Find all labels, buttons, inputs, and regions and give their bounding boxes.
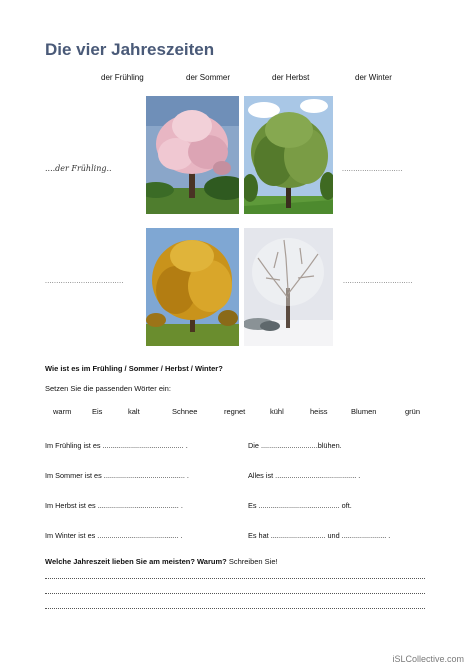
word-bank-item: Eis xyxy=(92,407,103,416)
word-bank-item: grün xyxy=(405,407,421,416)
writing-line xyxy=(45,578,425,579)
sentence-spring-extra: Die ............................blühen. xyxy=(248,441,342,450)
photo-label-top-left: ....der Frühling.. xyxy=(45,164,112,173)
sentence-autumn-extra: Es ........................................ oft. xyxy=(248,501,352,510)
word-bank-item: kalt xyxy=(128,407,140,416)
word-bank-item: kühl xyxy=(270,407,284,416)
sentence-spring: Im Frühling ist es ........................................ . xyxy=(45,441,188,450)
sentence-winter: Im Winter ist es ........................................ . xyxy=(45,531,183,540)
word-bank-item: Blumen xyxy=(351,407,377,416)
sentence-summer: Im Sommer ist es ........................................ . xyxy=(45,471,189,480)
photo-label-bottom-right: ............................... xyxy=(343,278,413,285)
sentence-summer-extra: Alles ist ........................................ . xyxy=(248,471,361,480)
final-question-bold: Welche Jahreszeit lieben Sie am meisten? Warum? xyxy=(45,557,227,566)
question-heading: Wie ist es im Frühling / Sommer / Herbst / Winter? xyxy=(45,364,223,373)
site-watermark: iSLCollective.com xyxy=(392,654,464,664)
season-label-winter: der Winter xyxy=(355,73,392,82)
snowy-tree-icon xyxy=(244,228,337,346)
autumn-tree-icon xyxy=(146,228,239,346)
word-bank-item: warm xyxy=(53,407,72,416)
sentence-autumn: Im Herbst ist es ........................................ . xyxy=(45,501,183,510)
word-bank-item: heiss xyxy=(310,407,328,416)
season-label-autumn: der Herbst xyxy=(272,73,310,82)
final-question-normal: Schreiben Sie! xyxy=(226,557,278,566)
writing-line xyxy=(45,593,425,594)
sentence-winter-extra: Es hat ........................... und ...................... . xyxy=(248,531,391,540)
word-bank-item: Schnee xyxy=(172,407,198,416)
season-label-summer: der Sommer xyxy=(186,73,231,82)
final-question xyxy=(45,557,278,566)
blossoming-tree-icon xyxy=(146,96,239,214)
page-title: Die vier Jahreszeiten xyxy=(45,40,215,59)
photo-label-bottom-left: ................................... xyxy=(45,278,124,285)
green-willow-tree-icon xyxy=(244,96,337,214)
instruction-text: Setzen Sie die passenden Wörter ein: xyxy=(45,384,171,393)
writing-line xyxy=(45,608,425,609)
photo-label-top-right: ........................... xyxy=(342,166,403,173)
season-label-spring: der Frühling xyxy=(101,73,144,82)
word-bank-item: regnet xyxy=(224,407,246,416)
